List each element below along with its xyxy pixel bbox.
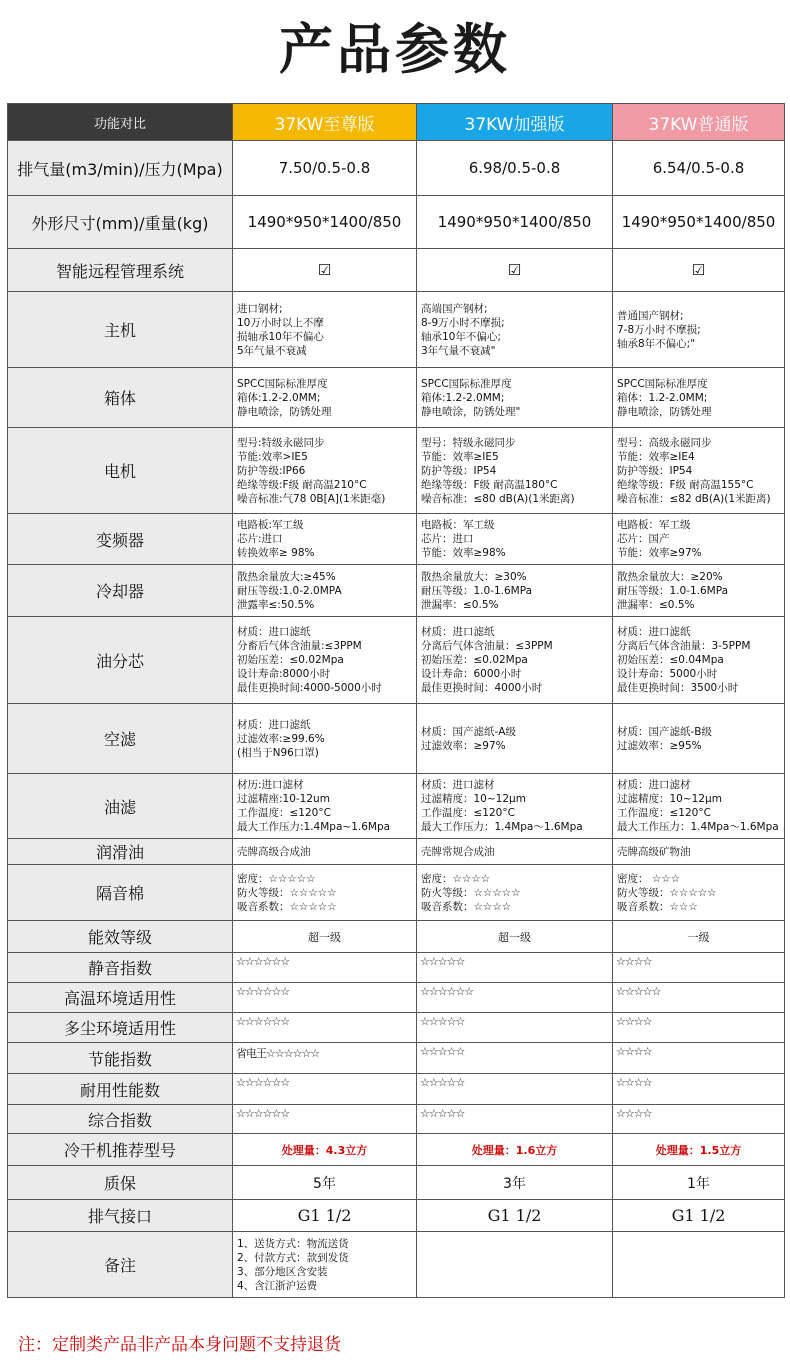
cell-line: 轴承8年不偏心;" — [617, 337, 696, 350]
table-row — [8, 368, 785, 428]
cell-lines — [233, 292, 417, 368]
cell-line: 工作温度：≤120°C — [421, 807, 515, 819]
star-rating: ☆☆☆☆ — [613, 953, 785, 983]
cell-line: 分畜后气体含油量:≤3PPM — [237, 640, 362, 652]
header-premium: 37KW至尊版 — [233, 104, 417, 141]
cell-line: 芯片：国产 — [617, 533, 670, 545]
row-label: 排气接口 — [8, 1200, 233, 1232]
table-row — [8, 1105, 785, 1134]
cell-line: 材质：进口滤材 — [421, 779, 495, 791]
star-rating: ☆☆☆☆☆☆ — [417, 983, 613, 1013]
cell-line: 密度：☆☆☆☆ — [421, 872, 491, 885]
cell-line: 散热余量放大：≥20% — [617, 570, 723, 583]
cell-line: 箱体:1.2-2.0MM; — [237, 391, 321, 404]
star-rating: ☆☆☆☆ — [613, 1074, 785, 1105]
cell-line: 损轴承10年不偏心 — [237, 330, 324, 343]
cell-line: 3、部分地区含安装 — [237, 1265, 328, 1278]
star-rating: ☆☆☆☆☆ — [417, 953, 613, 983]
cell-lines — [417, 565, 613, 617]
row-label: 电机 — [8, 428, 233, 514]
cell-lines — [233, 865, 417, 921]
cell-line: 过滤效率:≥99.6% — [237, 732, 325, 745]
cell-lines — [417, 617, 613, 704]
cell-line: 7-8万小时不摩损; — [617, 323, 701, 336]
cell-line: 电路板：军工级 — [421, 519, 495, 531]
row-label: 排气量(m3/min)/压力(Mpa) — [8, 141, 233, 196]
cell-line: 箱体:1.2-2.0MM; — [421, 391, 505, 404]
cell-line: 型号:特级永磁同步 — [237, 436, 325, 449]
cell-line: 设计寿命：6000小时 — [421, 668, 522, 680]
cell-line: 设计寿命：5000小时 — [617, 668, 718, 680]
cell-lines — [233, 617, 417, 704]
cell-line: 防护等级：IP54 — [421, 464, 497, 477]
cell-line: (相当于N96口罩) — [237, 746, 319, 759]
header-feature: 功能对比 — [8, 104, 233, 141]
cell-line: 泄漏率：≤0.5% — [421, 598, 499, 611]
row-label: 综合指数 — [8, 1105, 233, 1134]
star-rating: ☆☆☆☆☆ — [613, 983, 785, 1013]
cell-line: SPCC国际标准厚度 — [617, 377, 708, 390]
cell-line: 初始压差：≤0.02Mpa — [237, 654, 344, 666]
table-row — [8, 953, 785, 983]
cell-line: 材历:进口滤材 — [237, 779, 304, 791]
cell-line: 材质：进口滤纸 — [421, 626, 495, 638]
cell-line: 型号：特级永磁同步 — [421, 436, 516, 449]
cell-line: 密度： ☆☆☆ — [617, 872, 681, 885]
row-label: 能效等级 — [8, 921, 233, 953]
cell-line: 节能：效率≥97% — [617, 547, 702, 559]
row-label: 高温环境适用性 — [8, 983, 233, 1013]
cell-lines — [613, 292, 785, 368]
cell-line: 节能:效率>IE5 — [237, 450, 308, 463]
table-row — [8, 565, 785, 617]
table-row — [8, 196, 785, 249]
cell-value: 超一级 — [417, 921, 613, 953]
cell-line: 耐压等级:1.0-2.0MPA — [237, 584, 342, 597]
cell-line: 电路板：军工级 — [617, 519, 691, 531]
row-label: 耐用性能数 — [8, 1074, 233, 1105]
cell-lines — [233, 368, 417, 428]
cell-lines — [417, 774, 613, 839]
cell-line: 4、含江浙沪运费 — [237, 1279, 318, 1292]
star-rating: ☆☆☆☆☆☆ — [233, 953, 417, 983]
table-row — [8, 249, 785, 292]
cell-line: 过滤精度：10~12μm — [421, 793, 526, 805]
table-row — [8, 774, 785, 839]
cell-line: 最大工作压力:1.4Mpa~1.6Mpa — [237, 821, 391, 833]
row-label: 油滤 — [8, 774, 233, 839]
star-rating: ☆☆☆☆ — [613, 1105, 785, 1134]
cell-value: 6.54/0.5-0.8 — [613, 141, 785, 196]
cell-value: 一级 — [613, 921, 785, 953]
cell-lines — [613, 704, 785, 774]
star-rating: ☆☆☆☆ — [613, 1043, 785, 1074]
cell-value: 3年 — [417, 1166, 613, 1200]
cell-value: 1490*950*1400/850 — [233, 196, 417, 249]
cell-lines — [417, 292, 613, 368]
cell-value: 壳牌高级合成油 — [233, 839, 417, 865]
table-row — [8, 983, 785, 1013]
cell-line: 1、送货方式：物流送货 — [237, 1237, 349, 1250]
cell-line: 初始压差：≤0.02Mpa — [421, 654, 528, 666]
cell-line: SPCC国际标准厚度 — [237, 377, 328, 390]
cell-line: 吸音系数：☆☆☆☆ — [421, 900, 512, 913]
cell-lines — [233, 428, 417, 514]
cell-line: 进口钢材; — [237, 302, 283, 315]
cell-value: G1 1/2 — [613, 1200, 785, 1232]
table-row — [8, 921, 785, 953]
table-row — [8, 1013, 785, 1043]
cell-line: 吸音系数：☆☆☆☆☆ — [237, 900, 337, 913]
cell-line: 散热余量放大：≥30% — [421, 570, 527, 583]
cell-line: 耐压等级：1.0-1.6MPa — [617, 584, 729, 597]
row-label: 外形尺寸(mm)/重量(kg) — [8, 196, 233, 249]
star-rating: 省电王☆☆☆☆☆☆ — [233, 1043, 417, 1074]
cell-line: 噪音标准:气78 0B[A](1米距毫) — [237, 492, 386, 505]
table-row — [8, 1232, 785, 1298]
cell-line: 高端国产钢材; — [421, 302, 488, 315]
row-label: 空滤 — [8, 704, 233, 774]
empty-cell — [613, 1232, 785, 1298]
cell-lines — [233, 704, 417, 774]
cell-line: 分离后气体含油量：≤3PPM — [421, 640, 553, 652]
table-header-row — [8, 104, 785, 141]
cell-line: 吸音系数：☆☆☆ — [617, 900, 698, 913]
cell-lines — [233, 774, 417, 839]
checkbox-icon: ☑ — [613, 249, 785, 292]
cell-line: SPCC国际标准厚度 — [421, 377, 512, 390]
cell-line: 最佳更换时间:4000-5000小时 — [237, 682, 382, 694]
cell-lines — [613, 774, 785, 839]
cell-lines — [417, 514, 613, 565]
cell-line: 泄露率≤:50.5% — [237, 598, 315, 611]
checkbox-icon: ☑ — [417, 249, 613, 292]
cell-line: 静电喷涂，防锈处理" — [421, 405, 521, 418]
row-label: 隔音棉 — [8, 865, 233, 921]
cell-line: 绝缘等级：F级 耐高温155°C — [617, 478, 754, 491]
table-row — [8, 514, 785, 565]
cell-line: 转换效率≥ 98% — [237, 547, 315, 559]
star-rating: ☆☆☆☆☆☆ — [233, 1105, 417, 1134]
table-row — [8, 292, 785, 368]
cell-line: 过滤效率：≥97% — [421, 739, 506, 752]
cell-value: 5年 — [233, 1166, 417, 1200]
cell-value: G1 1/2 — [233, 1200, 417, 1232]
cell-line: 3年气量不衰减" — [421, 344, 496, 357]
row-label: 主机 — [8, 292, 233, 368]
cell-line: 8-9万小时不摩损; — [421, 316, 505, 329]
cell-value: 6.98/0.5-0.8 — [417, 141, 613, 196]
cell-line: 防护等级:IP66 — [237, 464, 306, 477]
cell-lines — [417, 428, 613, 514]
cell-line: 10万小时以上不摩 — [237, 316, 324, 329]
cell-line: 最大工作压力：1.4Mpa～1.6Mpa — [421, 821, 583, 833]
cell-line: 节能：效率≥98% — [421, 547, 506, 559]
cell-line: 防火等级：☆☆☆☆☆ — [237, 886, 337, 899]
row-label: 箱体 — [8, 368, 233, 428]
cell-line: 噪音标准：≤80 dB(A)(1米距离) — [421, 492, 575, 505]
cell-lines — [613, 617, 785, 704]
row-label: 多尘环境适用性 — [8, 1013, 233, 1043]
cell-line: 型号：高级永磁同步 — [617, 436, 712, 449]
star-rating: ☆☆☆☆☆ — [417, 1105, 613, 1134]
row-label: 润滑油 — [8, 839, 233, 865]
row-label: 油分芯 — [8, 617, 233, 704]
row-label: 静音指数 — [8, 953, 233, 983]
spec-table — [7, 103, 785, 1298]
cell-line: 芯片:进口 — [237, 533, 283, 545]
cell-line: 最佳更换时间：3500小时 — [617, 682, 739, 694]
checkbox-icon: ☑ — [233, 249, 417, 292]
table-row — [8, 1134, 785, 1166]
star-rating: ☆☆☆☆☆ — [417, 1043, 613, 1074]
cell-lines — [417, 704, 613, 774]
row-label: 智能远程管理系统 — [8, 249, 233, 292]
cell-line: 材质：国产滤纸-A级 — [421, 725, 516, 738]
table-row — [8, 704, 785, 774]
star-rating: ☆☆☆☆☆☆ — [233, 983, 417, 1013]
cell-lines — [417, 865, 613, 921]
cell-lines — [613, 865, 785, 921]
cell-value: G1 1/2 — [417, 1200, 613, 1232]
cell-line: 密度：☆☆☆☆☆ — [237, 872, 316, 885]
cell-line: 静电喷涂，防锈处理 — [237, 405, 332, 418]
cell-line: 普通国产钢材; — [617, 309, 684, 322]
cell-line: 电路板:军工级 — [237, 519, 304, 531]
star-rating: ☆☆☆☆☆☆ — [233, 1074, 417, 1105]
cell-value: 处理量：1.6立方 — [417, 1134, 613, 1166]
header-standard: 37KW普通版 — [613, 104, 785, 141]
cell-lines — [233, 514, 417, 565]
cell-line: 箱体：1.2-2.0MM; — [617, 391, 708, 404]
row-label: 冷干机推荐型号 — [8, 1134, 233, 1166]
cell-line: 静电喷涂，防锈处理 — [617, 405, 712, 418]
cell-line: 防护等级：IP54 — [617, 464, 693, 477]
cell-value: 壳牌高级矿物油 — [613, 839, 785, 865]
cell-line: 材质：进口滤纸 — [617, 626, 691, 638]
row-label: 备注 — [8, 1232, 233, 1298]
cell-value: 1年 — [613, 1166, 785, 1200]
cell-line: 工作温度：≤120°C — [237, 807, 331, 819]
cell-lines — [417, 368, 613, 428]
star-rating: ☆☆☆☆☆ — [417, 1074, 613, 1105]
cell-lines — [613, 514, 785, 565]
page-title: 产品参数 — [279, 17, 511, 81]
cell-line: 泄漏率：≤0.5% — [617, 598, 695, 611]
cell-line: 过滤精座:10-12um — [237, 793, 330, 805]
cell-line: 噪音标准：≤82 dB(A)(1米距离) — [617, 492, 771, 505]
row-label: 冷却器 — [8, 565, 233, 617]
cell-line: 最大工作压力：1.4Mpa～1.6Mpa — [617, 821, 779, 833]
star-rating: ☆☆☆☆☆ — [417, 1013, 613, 1043]
cell-line: 防火等级：☆☆☆☆☆ — [421, 886, 521, 899]
table-row — [8, 428, 785, 514]
star-rating: ☆☆☆☆ — [613, 1013, 785, 1043]
cell-line: 最佳更换时间：4000小时 — [421, 682, 543, 694]
cell-value: 1490*950*1400/850 — [613, 196, 785, 249]
row-label: 节能指数 — [8, 1043, 233, 1074]
cell-value: 超一级 — [233, 921, 417, 953]
cell-lines — [233, 565, 417, 617]
cell-value: 壳牌常规合成油 — [417, 839, 613, 865]
cell-line: 防火等级：☆☆☆☆☆ — [617, 886, 717, 899]
cell-line: 材质：进口滤纸 — [237, 626, 311, 638]
cell-line: 过滤精度：10~12μm — [617, 793, 722, 805]
cell-line: 绝缘等级：F级 耐高温180°C — [421, 478, 558, 491]
row-label: 质保 — [8, 1166, 233, 1200]
cell-lines — [613, 368, 785, 428]
cell-line: 材质：国产滤纸-B级 — [617, 725, 712, 738]
cell-value: 1490*950*1400/850 — [417, 196, 613, 249]
cell-value: 处理量：4.3立方 — [233, 1134, 417, 1166]
table-row — [8, 865, 785, 921]
cell-line: 5年气量不衰减 — [237, 344, 307, 357]
table-row — [8, 839, 785, 865]
cell-line: 轴承10年不偏心; — [421, 330, 501, 343]
table-row — [8, 1074, 785, 1105]
cell-value: 处理量：1.5立方 — [613, 1134, 785, 1166]
star-rating: ☆☆☆☆☆☆ — [233, 1013, 417, 1043]
table-row — [8, 1043, 785, 1074]
cell-line: 节能：效率≥IE5 — [421, 450, 499, 463]
cell-line: 耐压等级：1.0-1.6MPa — [421, 584, 533, 597]
cell-line: 绝缘等级:F级 耐高温210°C — [237, 478, 367, 491]
cell-line: 分离后气体含油量：3-5PPM — [617, 640, 751, 652]
cell-line: 2、付款方式：款到发货 — [237, 1251, 349, 1264]
header-enhanced: 37KW加强版 — [417, 104, 613, 141]
footer-note: 注：定制类产品非产品本身问题不支持退货 — [18, 1335, 341, 1355]
cell-line: 材质：进口滤纸 — [237, 718, 311, 731]
table-row — [8, 617, 785, 704]
cell-line: 设计寿命:8000小时 — [237, 668, 331, 680]
cell-line: 散热余量放大:≥45% — [237, 570, 336, 583]
cell-line: 材质：进口滤材 — [617, 779, 691, 791]
table-row — [8, 1200, 785, 1232]
row-label: 变频器 — [8, 514, 233, 565]
cell-line: 初始压差：≤0.04Mpa — [617, 654, 724, 666]
cell-line: 节能：效率≥IE4 — [617, 450, 695, 463]
cell-value: 7.50/0.5-0.8 — [233, 141, 417, 196]
cell-lines — [233, 1232, 417, 1298]
cell-lines — [613, 565, 785, 617]
cell-lines — [613, 428, 785, 514]
cell-line: 工作温度：≤120°C — [617, 807, 711, 819]
empty-cell — [417, 1232, 613, 1298]
table-row — [8, 141, 785, 196]
table-row — [8, 1166, 785, 1200]
cell-line: 过滤效率：≥95% — [617, 739, 702, 752]
cell-line: 芯片：进口 — [421, 533, 474, 545]
